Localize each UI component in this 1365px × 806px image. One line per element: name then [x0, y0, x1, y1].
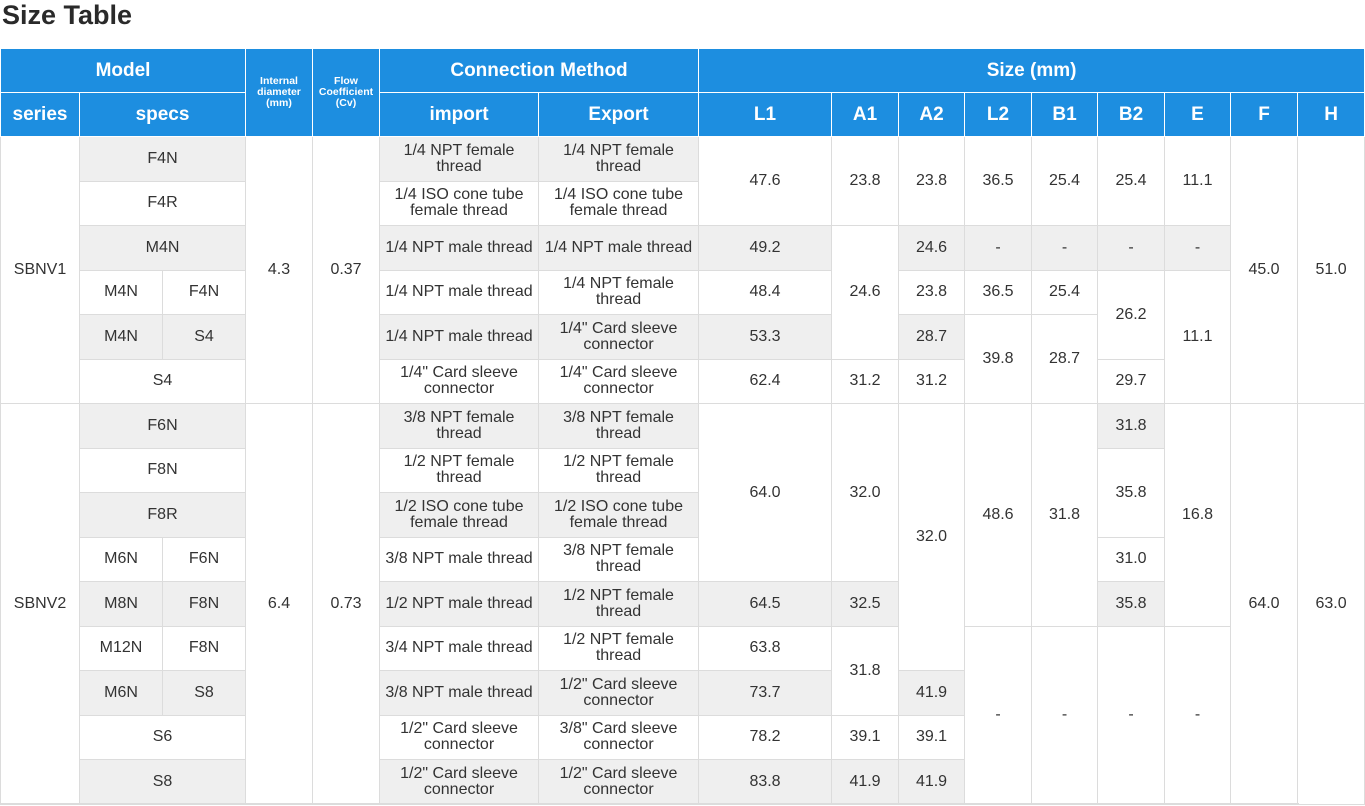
b2-cell: 31.0 [1098, 537, 1165, 582]
table-row [1, 404, 1365, 449]
l2-cell: 36.5 [965, 270, 1032, 315]
series-header: series [1, 93, 80, 137]
spec-cell: F4N [163, 270, 246, 315]
table-row [1, 270, 1365, 315]
import-cell: 3/8 NPT male thread [380, 671, 539, 716]
spec-cell: S4 [80, 359, 246, 404]
b1-cell: - [1032, 626, 1098, 804]
internal-diameter-cell: 4.3 [246, 137, 313, 404]
spec-cell: M12N [80, 626, 163, 671]
a1-cell: 23.8 [832, 137, 899, 226]
export-cell: 1/4 NPT female thread [539, 137, 699, 182]
export-cell: 3/8 NPT female thread [539, 404, 699, 449]
table-bottom-rule [0, 803, 1299, 805]
a2-cell: 24.6 [899, 226, 965, 271]
table-row [1, 582, 1365, 627]
import-cell: 1/4 NPT male thread [380, 226, 539, 271]
h-cell: 63.0 [1298, 404, 1365, 805]
spec-cell: S8 [163, 671, 246, 716]
spec-cell: F8N [80, 448, 246, 493]
a2-cell: 32.0 [899, 404, 965, 671]
flow-coefficient-cell: 0.73 [313, 404, 380, 805]
table-row [1, 448, 1365, 493]
l2-cell: 39.8 [965, 315, 1032, 404]
a1-cell: 41.9 [832, 760, 899, 805]
import-cell: 3/8 NPT female thread [380, 404, 539, 449]
l2-header: L2 [965, 93, 1032, 137]
b2-header: B2 [1098, 93, 1165, 137]
export-cell: 1/4 ISO cone tube female thread [539, 181, 699, 226]
l1-cell: 63.8 [699, 626, 832, 671]
spec-cell: F8N [163, 582, 246, 627]
a2-cell: 41.9 [899, 671, 965, 716]
import-cell: 1/2 ISO cone tube female thread [380, 493, 539, 538]
export-cell: 1/4 NPT male thread [539, 226, 699, 271]
flow-coefficient-header: Flow Coefficient (Cv) [313, 49, 380, 137]
l1-cell: 64.5 [699, 582, 832, 627]
page-title: Size Table [2, 0, 133, 30]
l1-cell: 49.2 [699, 226, 832, 271]
spec-cell: F4N [80, 137, 246, 182]
b1-cell: 28.7 [1032, 315, 1098, 404]
import-cell: 1/4 ISO cone tube female thread [380, 181, 539, 226]
a2-cell: 41.9 [899, 760, 965, 805]
l1-cell: 83.8 [699, 760, 832, 805]
import-cell: 1/2" Card sleeve connector [380, 715, 539, 760]
spec-cell: M8N [80, 582, 163, 627]
export-cell: 1/2 NPT female thread [539, 626, 699, 671]
l1-cell: 62.4 [699, 359, 832, 404]
export-cell: 1/2" Card sleeve connector [539, 671, 699, 716]
import-cell: 1/4" Card sleeve connector [380, 359, 539, 404]
import-cell: 3/8 NPT male thread [380, 537, 539, 582]
h-cell: 51.0 [1298, 137, 1365, 404]
a2-cell: 23.8 [899, 137, 965, 226]
import-cell: 3/4 NPT male thread [380, 626, 539, 671]
model-header: Model [1, 49, 246, 93]
a2-cell: 28.7 [899, 315, 965, 360]
a2-cell: 31.2 [899, 359, 965, 404]
a2-header: A2 [899, 93, 965, 137]
series-cell: SBNV2 [1, 404, 80, 805]
l2-cell: - [965, 226, 1032, 271]
spec-cell: M4N [80, 315, 163, 360]
spec-cell: M6N [80, 671, 163, 716]
a1-header: A1 [832, 93, 899, 137]
spec-cell: F8N [163, 626, 246, 671]
import-cell: 1/2 NPT male thread [380, 582, 539, 627]
export-cell: 1/2" Card sleeve connector [539, 760, 699, 805]
import-cell: 1/4 NPT female thread [380, 137, 539, 182]
spec-cell: S4 [163, 315, 246, 360]
l1-header: L1 [699, 93, 832, 137]
spec-cell: M4N [80, 270, 163, 315]
spec-cell: M4N [80, 226, 246, 271]
spec-cell: F4R [80, 181, 246, 226]
b1-cell: 31.8 [1032, 404, 1098, 627]
import-cell: 1/4 NPT male thread [380, 315, 539, 360]
l1-cell: 53.3 [699, 315, 832, 360]
a2-cell: 39.1 [899, 715, 965, 760]
l1-cell: 48.4 [699, 270, 832, 315]
export-cell: 1/4" Card sleeve connector [539, 315, 699, 360]
internal-diameter-cell: 6.4 [246, 404, 313, 805]
b1-header: B1 [1032, 93, 1098, 137]
specs-header: specs [80, 93, 246, 137]
spec-cell: F6N [163, 537, 246, 582]
flow-coefficient-cell: 0.37 [313, 137, 380, 404]
table-row [1, 226, 1365, 271]
e-cell: - [1165, 626, 1231, 804]
spec-cell: F6N [80, 404, 246, 449]
export-cell: 3/8 NPT female thread [539, 537, 699, 582]
f-header: F [1231, 93, 1298, 137]
f-cell: 45.0 [1231, 137, 1298, 404]
a1-cell: 32.0 [832, 404, 899, 582]
spec-cell: S8 [80, 760, 246, 805]
export-cell: 1/2 NPT female thread [539, 448, 699, 493]
h-header: H [1298, 93, 1365, 137]
a1-cell: 31.2 [832, 359, 899, 404]
table-row [1, 137, 1365, 182]
spec-cell: M6N [80, 537, 163, 582]
a1-cell: 31.8 [832, 626, 899, 715]
e-header: E [1165, 93, 1231, 137]
l1-cell: 47.6 [699, 137, 832, 226]
table-row [1, 626, 1365, 671]
e-cell: 16.8 [1165, 404, 1231, 627]
b1-cell: 25.4 [1032, 137, 1098, 226]
header-row-columns [1, 93, 1365, 137]
b2-cell: 29.7 [1098, 359, 1165, 404]
l2-cell: 48.6 [965, 404, 1032, 627]
b1-cell: - [1032, 226, 1098, 271]
export-cell: 1/2 NPT female thread [539, 582, 699, 627]
a1-cell: 39.1 [832, 715, 899, 760]
export-header: Export [539, 93, 699, 137]
size-header: Size (mm) [699, 49, 1365, 93]
import-cell: 1/4 NPT male thread [380, 270, 539, 315]
b2-cell: - [1098, 226, 1165, 271]
l1-cell: 73.7 [699, 671, 832, 716]
table-row [1, 359, 1365, 404]
series-cell: SBNV1 [1, 137, 80, 404]
a2-cell: 23.8 [899, 270, 965, 315]
export-cell: 3/8" Card sleeve connector [539, 715, 699, 760]
b2-cell: 25.4 [1098, 137, 1165, 226]
export-cell: 1/4" Card sleeve connector [539, 359, 699, 404]
b2-cell: 35.8 [1098, 582, 1165, 627]
export-cell: 1/4 NPT female thread [539, 270, 699, 315]
b1-cell: 25.4 [1032, 270, 1098, 315]
size-table [0, 48, 1365, 805]
internal-diameter-header: Internal diameter (mm) [246, 49, 313, 137]
l2-cell: 36.5 [965, 137, 1032, 226]
export-cell: 1/2 ISO cone tube female thread [539, 493, 699, 538]
connection-method-header: Connection Method [380, 49, 699, 93]
b2-cell: - [1098, 626, 1165, 804]
e-cell: 11.1 [1165, 137, 1231, 226]
l1-cell: 64.0 [699, 404, 832, 582]
l1-cell: 78.2 [699, 715, 832, 760]
e-cell: - [1165, 226, 1231, 271]
table-row [1, 537, 1365, 582]
f-cell: 64.0 [1231, 404, 1298, 805]
header-row-group [1, 49, 1365, 93]
import-cell: 1/2" Card sleeve connector [380, 760, 539, 805]
l2-cell: - [965, 626, 1032, 804]
import-cell: 1/2 NPT female thread [380, 448, 539, 493]
spec-cell: F8R [80, 493, 246, 538]
a1-cell: 32.5 [832, 582, 899, 627]
b2-cell: 31.8 [1098, 404, 1165, 449]
b2-cell: 35.8 [1098, 448, 1165, 537]
a1-cell: 24.6 [832, 226, 899, 360]
e-cell: 11.1 [1165, 270, 1231, 404]
spec-cell: S6 [80, 715, 246, 760]
import-header: import [380, 93, 539, 137]
b2-cell: 26.2 [1098, 270, 1165, 359]
